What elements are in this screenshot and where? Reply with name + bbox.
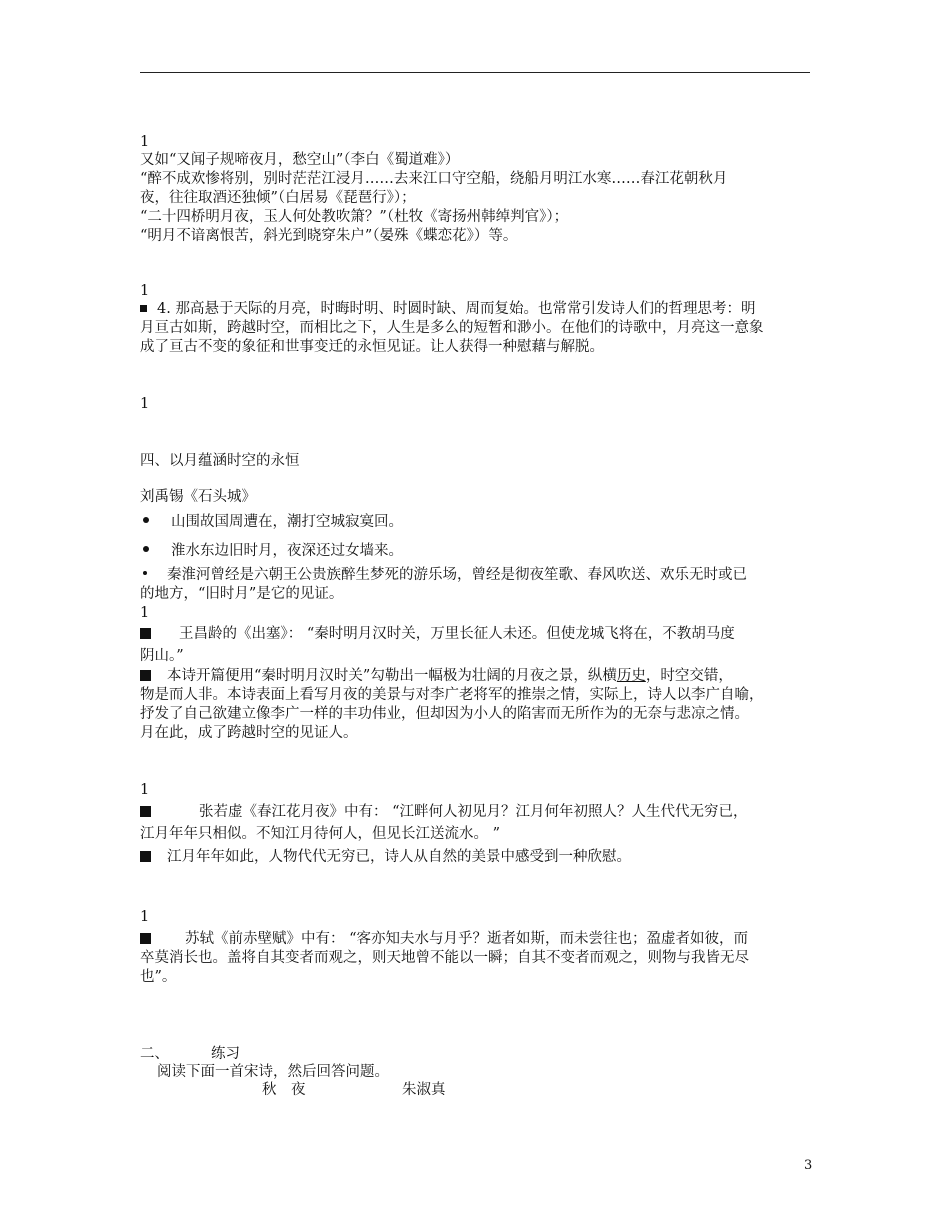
philosophy-paragraph (140, 300, 820, 357)
poem-title: 刘禹锡《石头城》 (140, 489, 256, 505)
text-line: “二十四桥明月夜，玉人何处教吹箫？”（杜牧《寄扬州韩绰判官》）； (140, 209, 569, 225)
bullet-icon (143, 517, 149, 523)
text-line: “醉不成欢惨将别，别时茫茫江浸月……去来江口守空船，绕船月明江水寒……春江花朝秋月 (140, 171, 728, 187)
text-line: 成了亘古不变的象征和世事变迁的永恒见证。让人获得一种慰藉与解脱。 (140, 339, 604, 355)
text-line: 4. 那高悬于天际的月亮，时晦时明、时圆时缺、周而复始。也常常引发诗人们的哲理思考：明 (157, 301, 756, 317)
text-line: 夜，往往取酒还独倾”（白居易《琵琶行》）； (140, 190, 416, 206)
square-bullet-icon (140, 628, 151, 639)
wang-comment: 本诗开篇便用“秦时明月汉时关”勾勒出一幅极为壮阔的月夜之景，纵横历史，时空交错， 物是而人非。本诗表面上看写月夜的美景与对李广老将军的推崇之情，实际上，诗人以李广自喻， 抒发了自己欲建立像李广一样的丰功伟业，但却因为小人的陷害而无所作为的无奈与悲凉之情。 月在此，成了跨越时空的见证人。 (140, 668, 764, 741)
header-rule (140, 72, 810, 73)
exercise-heading: 二、 练习 (140, 1046, 240, 1062)
marker: 1 (140, 396, 150, 412)
square-bullet-icon (140, 851, 151, 862)
marker: 1 (140, 782, 150, 798)
square-bullet-icon (140, 933, 151, 944)
bullet-icon (143, 546, 149, 552)
marker: 1 (140, 134, 150, 150)
text-line: 月亘古如斯，跨越时空，而相比之下，人生是多么的短暂和渺小。在他们的诗歌中，月亮这一意象 (140, 320, 764, 336)
text-line: “明月不谙离恨苦，斜光到晓穿朱户”（晏殊《蝶恋花》）等。 (140, 228, 518, 244)
exercise-poem-title: 秋 夜 (262, 1082, 306, 1098)
zhang-quote: 张若虚《春江花月夜》中有： “江畔何人初见月？江月何年初照人？人生代代无穷已， 江月年年只相似。不知江月待何人，但见长江送流水。 ” (140, 804, 748, 842)
exercise-poem-author: 朱淑真 (402, 1082, 446, 1098)
zhang-comment: 江月年年如此，人物代代无穷已，诗人从自然的美景中感受到一种欣慰。 (140, 848, 820, 867)
section-heading: 四、以月蕴涵时空的永恒 (140, 453, 300, 469)
marker: 1 (140, 605, 150, 621)
square-bullet-icon (140, 305, 147, 312)
marker: 1 (140, 909, 150, 925)
list-item: 淮水东边旧时月，夜深还过女墙来。 (140, 542, 820, 561)
square-bullet-icon (140, 670, 151, 681)
su-quote: 苏轼《前赤壁赋》中有： “客亦知夫水与月乎？逝者如斯，而未尝往也；盈虚者如彼，而 卒莫消长也。盖将自其变者而观之，则天地曾不能以一瞬；自其不变者而观之，则物与我皆无尽 也”。 (140, 931, 749, 985)
text-line: 又如“又闻子规啼夜月，愁空山”（李白《蜀道难》） (140, 152, 460, 168)
square-bullet-icon (140, 806, 151, 817)
wang-quote: 王昌龄的《出塞》： “秦时明月汉时关，万里长征人未还。但使龙城飞将在，不教胡马度 阴山。” (140, 626, 735, 664)
list-item: 秦淮河曾经是六朝王公贵族醉生梦死的游乐场，曾经是彻夜笙歌、春风吹送、欢乐无时或已 的地方，“旧时月”是它的见证。 (140, 567, 747, 602)
quote-examples (140, 151, 820, 246)
list-item: 山围故国周遭在，潮打空城寂寞回。 (140, 513, 820, 532)
bullet-icon (143, 571, 147, 575)
marker: 1 (140, 283, 150, 299)
page-number: 3 (804, 1158, 813, 1173)
exercise-instruction: 阅读下面一首宋诗，然后回答问题。 (157, 1064, 389, 1080)
